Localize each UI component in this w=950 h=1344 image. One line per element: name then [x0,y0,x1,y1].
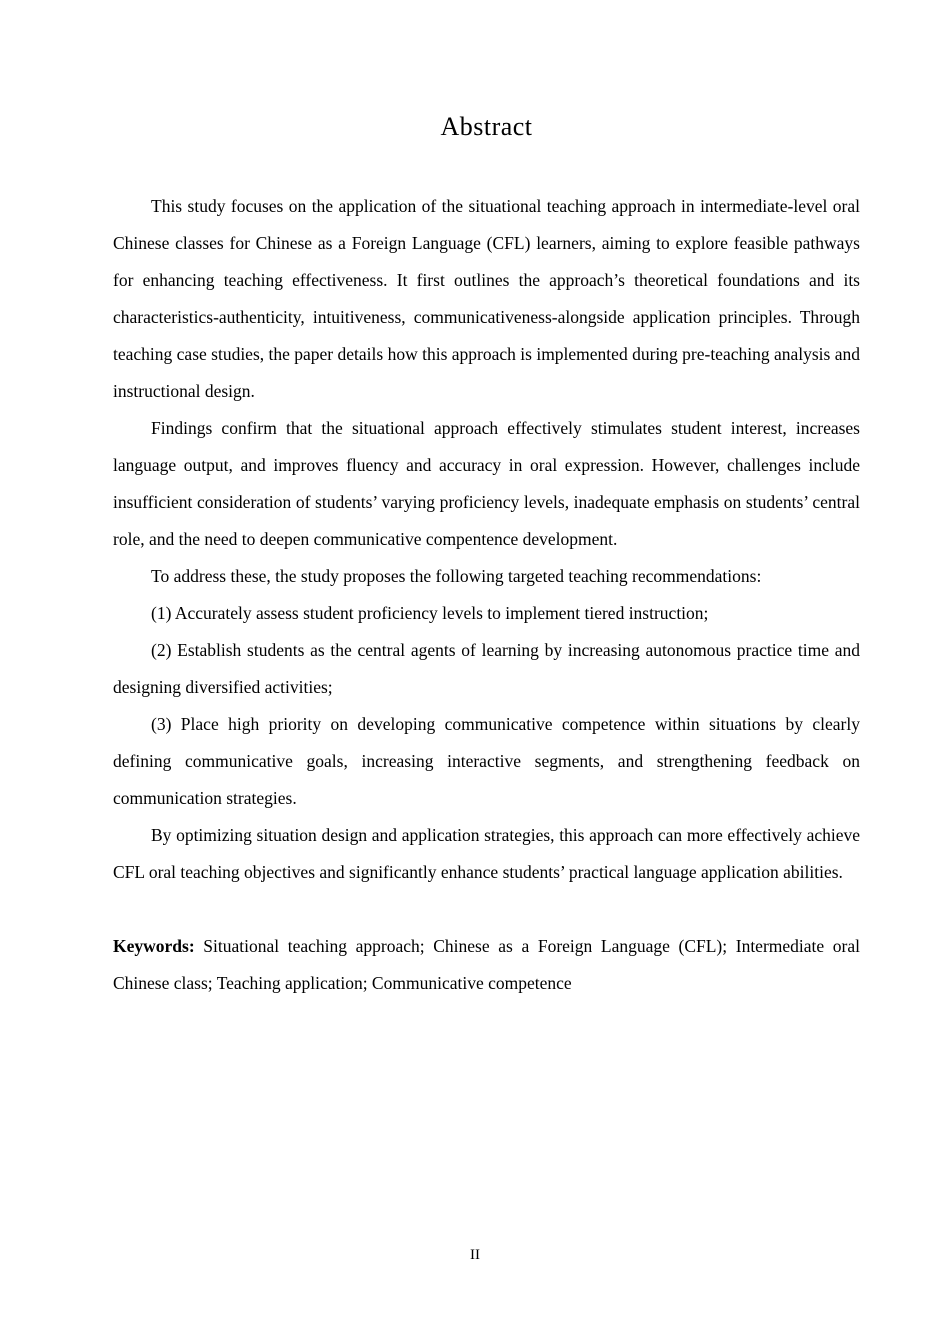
keywords-text: Situational teaching approach; Chinese as a Foreign Language (CFL); Intermediate oral Chinese class; Teaching application; Communicative competence [113,936,860,993]
abstract-paragraph-2: Findings confirm that the situational approach effectively stimulates student interest, increases language output, and improves fluency and accuracy in oral expression. However, challenges include insufficient consideration of students’ varying proficiency levels, inadequate emphasis on students’ central role, and the need to deepen communicative compentence development. [113,418,860,549]
recommendation-item-1: (1) Accurately assess student proficiency levels to implement tiered instruction; [151,603,709,623]
keywords-line [113,928,860,1002]
abstract-paragraph-4: By optimizing situation design and application strategies, this approach can more effectively achieve CFL oral teaching objectives and significantly enhance students’ practical language application abilities. [113,825,860,882]
page-number: II [470,1247,480,1263]
abstract-paragraph-3: To address these, the study proposes the following targeted teaching recommendations: [151,566,762,586]
recommendation-item-3: (3) Place high priority on developing communicative competence within situations by clearly defining communicative goals, increasing interactive segments, and strengthening feedback on communication strategies. [113,714,860,808]
keywords-label: Keywords: [113,936,195,956]
recommendation-item-2: (2) Establish students as the central agents of learning by increasing autonomous practice time and designing diversified activities; [113,640,860,697]
page-content [0,112,950,1002]
page-title: Abstract [440,112,533,141]
abstract-paragraph-1: This study focuses on the application of the situational teaching approach in intermediate-level oral Chinese classes for Chinese as a Foreign Language (CFL) learners, aiming to explore feasible pathways for enhancing teaching effectiveness. It first outlines the approach’s theoretical foundations and its characteristics-authenticity, intuitiveness, communicativeness-alongside application principles. Through teaching case studies, the paper details how this approach is implemented during pre-teaching analysis and instructional design. [113,196,860,401]
